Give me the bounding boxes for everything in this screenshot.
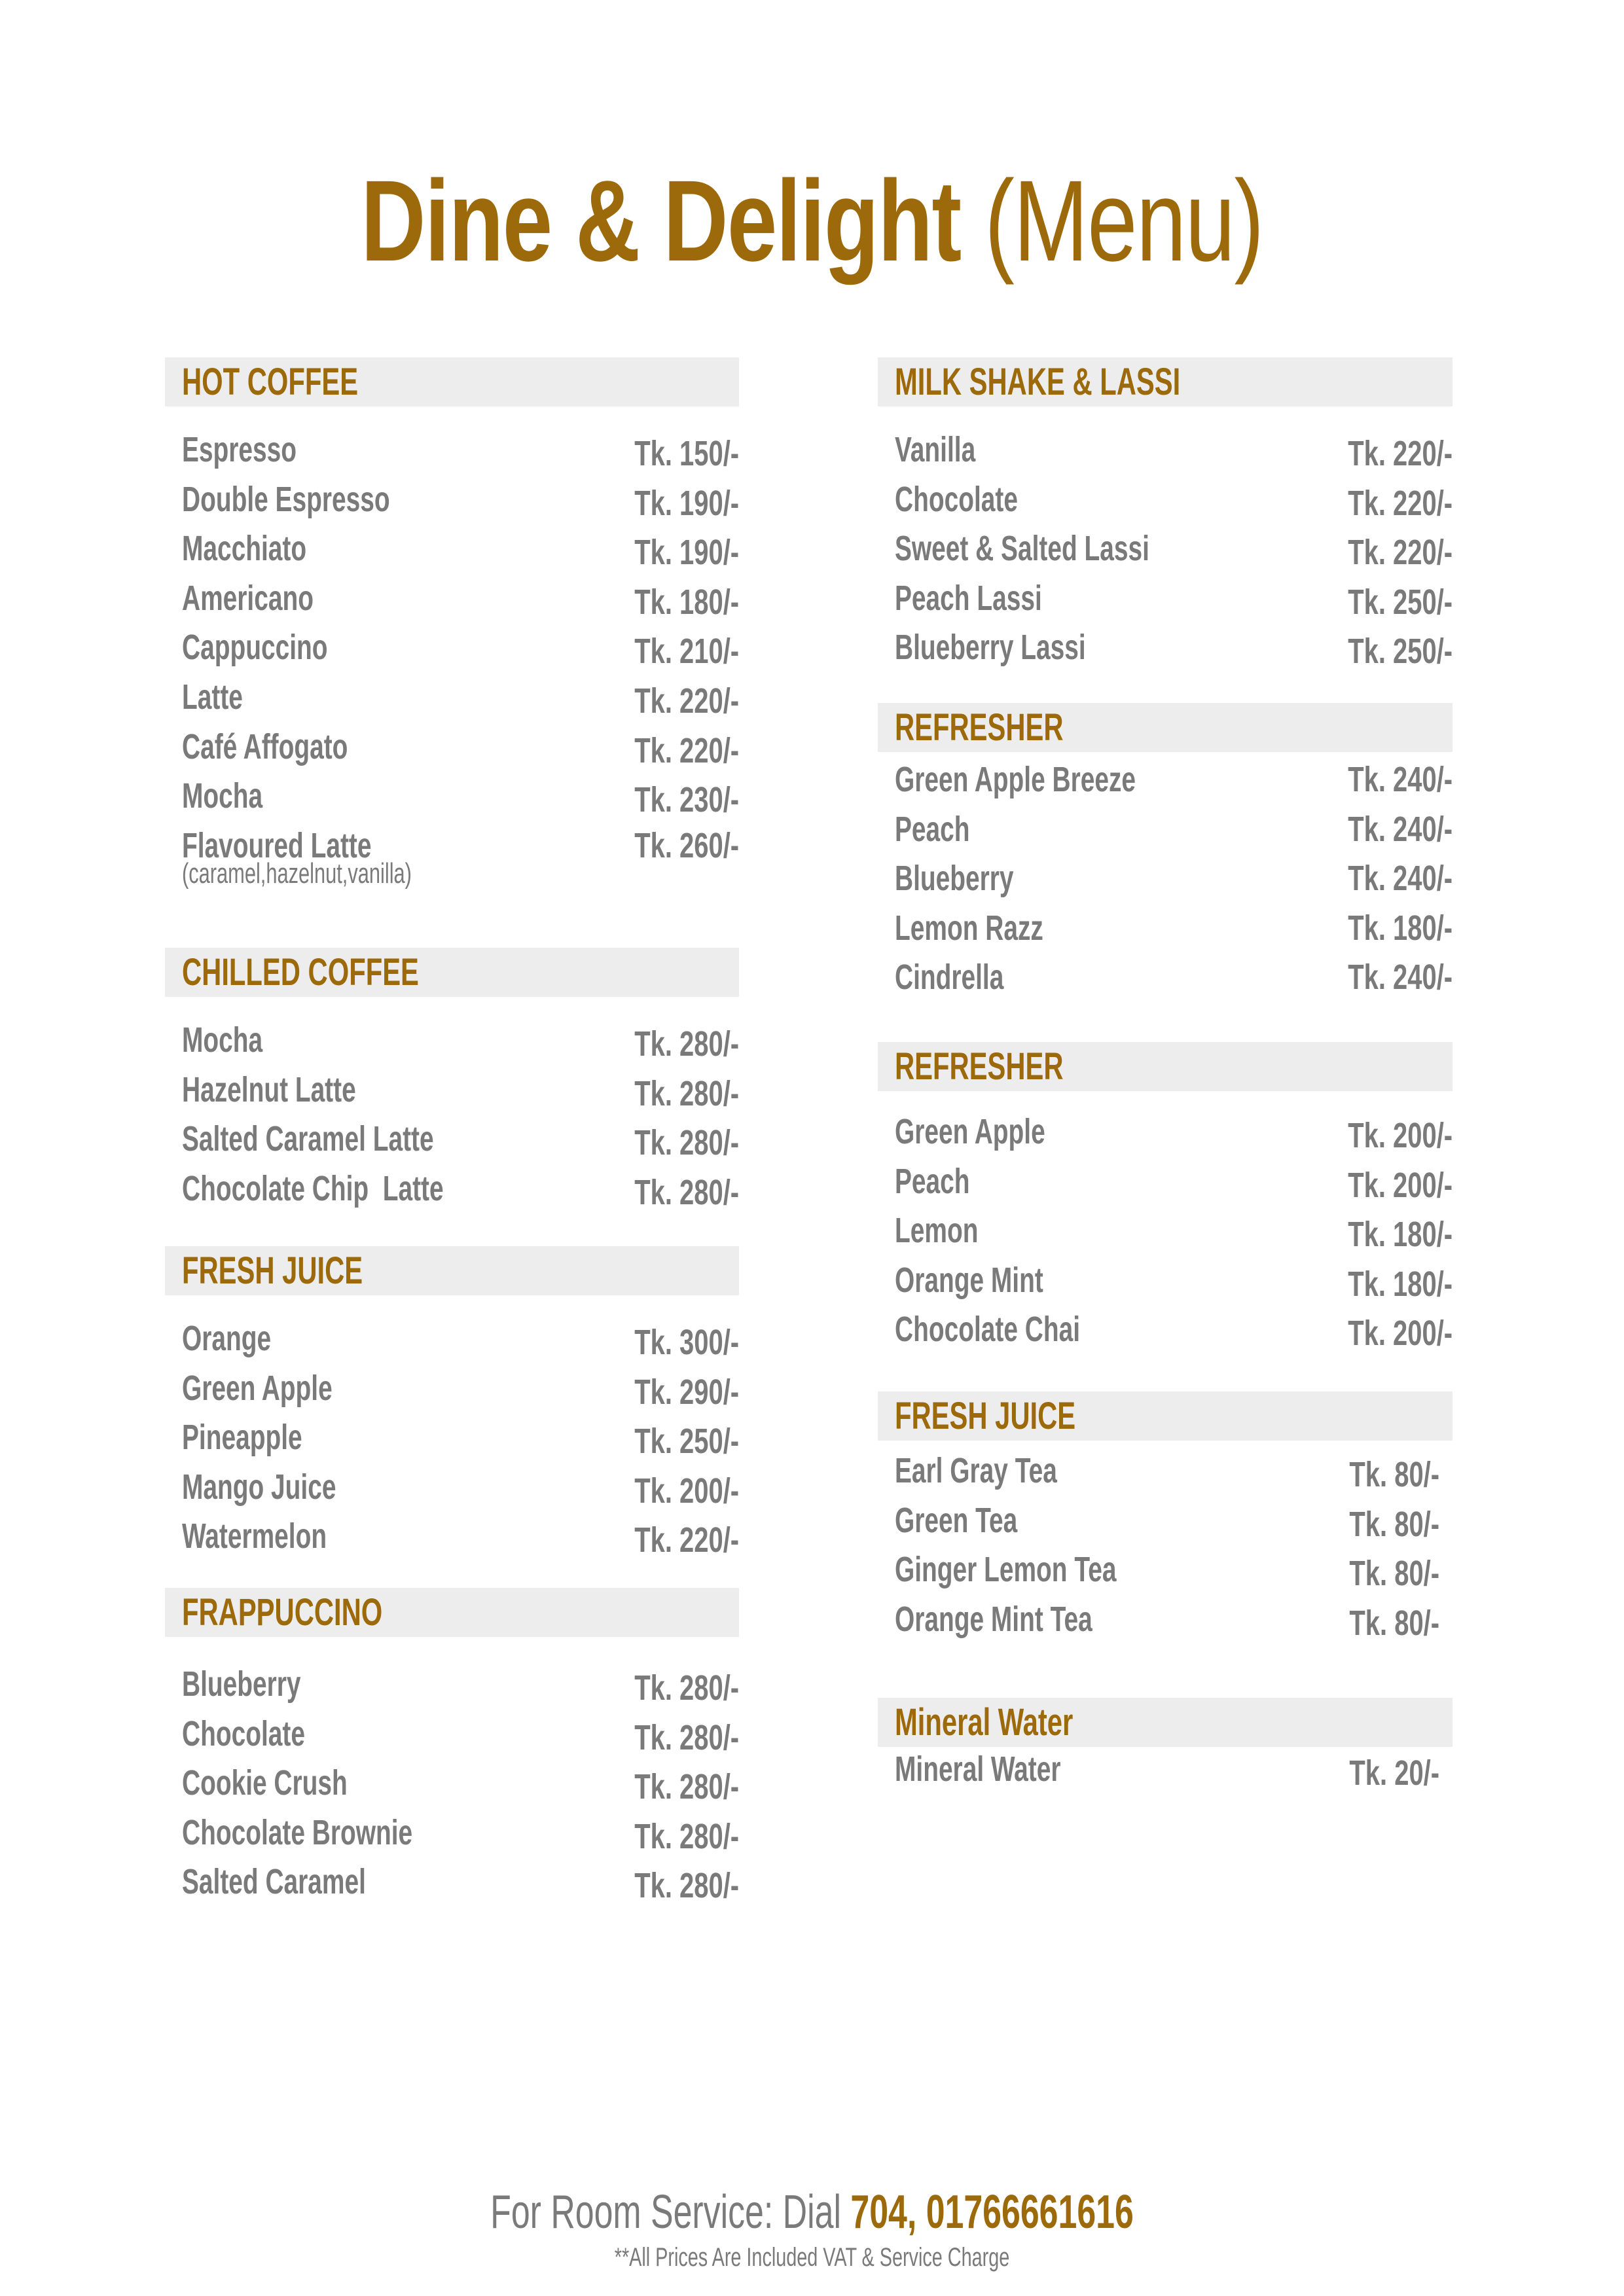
menu-item — [165, 528, 739, 577]
item-price: Tk. 280/- — [634, 1668, 739, 1708]
item-price: Tk. 240/- — [1348, 859, 1453, 899]
item-price: Tk. 220/- — [1348, 533, 1453, 573]
item-price: Tk. 290/- — [634, 1372, 739, 1412]
item-name: Sweet & Salted Lassi — [895, 529, 1149, 569]
menu-item — [165, 1515, 739, 1565]
item-price: Tk. 280/- — [634, 1024, 739, 1064]
item-price: Tk. 280/- — [634, 1816, 739, 1856]
item-price: Tk. 200/- — [1348, 1116, 1453, 1155]
menu-item — [165, 1416, 739, 1466]
item-name: Green Tea — [895, 1500, 1018, 1540]
item-name: Earl Gray Tea — [895, 1451, 1057, 1490]
item-name: Orange — [182, 1319, 272, 1358]
item-name: Lemon — [895, 1211, 979, 1251]
item-name: Peach Lassi — [895, 578, 1042, 618]
section-fresh-juice — [165, 1246, 739, 1565]
item-name: Chocolate — [182, 1713, 305, 1753]
item-name: Blueberry — [895, 859, 1014, 899]
item-name: Chocolate Chai — [895, 1310, 1081, 1350]
item-price: Tk. 250/- — [634, 1422, 739, 1462]
item-price: Tk. 80/- — [1349, 1554, 1439, 1594]
item-price: Tk. 200/- — [1348, 1314, 1453, 1354]
menu-item — [165, 1466, 739, 1516]
menu-item — [165, 577, 739, 627]
item-name: Hazelnut Latte — [182, 1069, 356, 1109]
item-name: Macchiato — [182, 529, 307, 569]
menu-item — [165, 626, 739, 676]
menu-item — [165, 1367, 739, 1417]
menu-item — [165, 775, 739, 825]
item-name: Cookie Crush — [182, 1763, 348, 1803]
menu-item — [878, 1259, 1453, 1309]
menu-item — [878, 1748, 1453, 1798]
item-name: Green Apple Breeze — [895, 760, 1136, 799]
item-name: Green Apple — [895, 1112, 1045, 1151]
menu-item — [878, 429, 1453, 478]
menu-item — [165, 429, 739, 478]
menu-item — [165, 1713, 739, 1763]
item-price: Tk. 80/- — [1349, 1603, 1439, 1643]
item-price: Tk. 150/- — [634, 434, 739, 473]
menu-title — [179, 149, 1445, 293]
item-name: Mocha — [182, 776, 263, 816]
item-price: Tk. 240/- — [1348, 958, 1453, 997]
item-name: Cappuccino — [182, 628, 328, 668]
item-price: Tk. 80/- — [1349, 1455, 1439, 1494]
item-price: Tk. 250/- — [1348, 632, 1453, 672]
item-price: Tk. 250/- — [1348, 582, 1453, 622]
menu-item — [165, 1168, 739, 1217]
item-name: Orange Mint — [895, 1260, 1043, 1300]
menu-item — [878, 1450, 1453, 1499]
item-name: Lemon Razz — [895, 908, 1043, 948]
item-name: Watermelon — [182, 1516, 327, 1556]
section-heading: FRAPPUCCINO — [182, 1591, 383, 1634]
section-hot-coffee — [165, 357, 739, 897]
menu-item — [165, 1663, 739, 1713]
menu-item — [165, 1762, 739, 1812]
menu-title-main: Dine & Delight — [361, 157, 961, 285]
menu-item — [165, 1118, 739, 1168]
item-name: Chocolate Chip Latte — [182, 1168, 444, 1208]
item-price: Tk. 190/- — [634, 483, 739, 523]
menu-item — [878, 577, 1453, 627]
section-header — [878, 1042, 1453, 1091]
item-name: Chocolate — [895, 479, 1018, 519]
item-name: Chocolate Brownie — [182, 1812, 413, 1852]
item-price: Tk. 280/- — [634, 1767, 739, 1807]
item-name: Ginger Lemon Tea — [895, 1550, 1117, 1590]
item-price: Tk. 180/- — [1348, 1215, 1453, 1255]
section-header — [878, 1698, 1453, 1747]
room-service-label: For Room Service: Dial — [490, 2186, 841, 2238]
menu-item — [878, 907, 1453, 957]
item-name: Blueberry — [182, 1664, 301, 1704]
menu-item — [165, 1812, 739, 1861]
menu-item — [878, 528, 1453, 577]
menu-item — [878, 1160, 1453, 1210]
menu-item — [165, 1861, 739, 1910]
section-milk-shake-lassi — [878, 357, 1453, 676]
section-heading: MILK SHAKE & LASSI — [895, 361, 1181, 403]
item-name: Double Espresso — [182, 479, 390, 519]
item-price: Tk. 220/- — [634, 1520, 739, 1560]
item-price: Tk. 280/- — [634, 1717, 739, 1757]
item-name: Vanilla — [895, 430, 976, 469]
item-price: Tk. 220/- — [1348, 483, 1453, 523]
section-heading: REFRESHER — [895, 1045, 1064, 1088]
item-name: Salted Caramel — [182, 1862, 366, 1902]
item-name: Mango Juice — [182, 1467, 336, 1507]
room-service-phone: 704, 01766661616 — [850, 2186, 1134, 2238]
item-price: Tk. 300/- — [634, 1323, 739, 1362]
menu-item — [165, 1318, 739, 1367]
item-price: Tk. 220/- — [634, 730, 739, 770]
menu-item — [878, 1499, 1453, 1549]
item-name: Peach — [895, 809, 970, 849]
price-note: **All Prices Are Included VAT & Service Charge — [614, 2243, 1010, 2272]
menu-item — [878, 1111, 1453, 1160]
item-name: Flavoured Latte — [182, 825, 372, 865]
section-heading: FRESH JUICE — [895, 1395, 1076, 1437]
item-price: Tk. 260/- — [634, 825, 739, 865]
item-name: Green Apple — [182, 1368, 333, 1408]
menu-item — [878, 1549, 1453, 1598]
item-name: Mocha — [182, 1020, 263, 1060]
menu-item — [165, 1019, 739, 1069]
section-header — [165, 1588, 739, 1637]
item-price: Tk. 180/- — [1348, 1264, 1453, 1304]
section-heading: CHILLED COFFEE — [182, 951, 419, 994]
section-heading: REFRESHER — [895, 706, 1064, 749]
section-fresh-juice-teas — [878, 1391, 1453, 1647]
item-name: Americano — [182, 578, 314, 618]
menu-item — [878, 1308, 1453, 1358]
item-price: Tk. 190/- — [634, 533, 739, 573]
section-header — [878, 1391, 1453, 1441]
section-header — [165, 948, 739, 997]
section-heading: HOT COFFEE — [182, 361, 359, 403]
menu-item — [878, 626, 1453, 676]
item-name: Cindrella — [895, 958, 1004, 997]
menu-item — [165, 676, 739, 726]
menu-title-suffix: (Menu) — [984, 157, 1263, 285]
section-heading: Mineral Water — [895, 1701, 1074, 1744]
item-name: Pineapple — [182, 1418, 302, 1458]
item-price: Tk. 220/- — [1348, 434, 1453, 473]
section-mineral-water — [878, 1698, 1453, 1798]
item-price: Tk. 240/- — [1348, 760, 1453, 799]
section-refresher-1 — [878, 703, 1453, 1006]
item-price: Tk. 200/- — [1348, 1165, 1453, 1205]
section-heading: FRESH JUICE — [182, 1249, 363, 1292]
section-header — [878, 357, 1453, 406]
item-price: Tk. 240/- — [1348, 809, 1453, 849]
item-price: Tk. 280/- — [634, 1866, 739, 1906]
menu-item — [165, 478, 739, 528]
menu-item — [165, 825, 739, 897]
menu-item — [878, 808, 1453, 858]
menu-item — [165, 726, 739, 776]
item-price: Tk. 210/- — [634, 632, 739, 672]
section-refresher-2 — [878, 1042, 1453, 1358]
item-price: Tk. 280/- — [634, 1073, 739, 1113]
section-frappuccino — [165, 1588, 739, 1910]
item-name: Café Affogato — [182, 726, 348, 766]
menu-item — [878, 956, 1453, 1006]
item-name: Espresso — [182, 430, 297, 469]
menu-item — [878, 478, 1453, 528]
item-price: Tk. 180/- — [1348, 908, 1453, 948]
menu-item — [878, 1598, 1453, 1648]
menu-item — [878, 857, 1453, 907]
item-price: Tk. 280/- — [634, 1123, 739, 1163]
item-price: Tk. 220/- — [634, 681, 739, 721]
section-header — [165, 357, 739, 406]
section-chilled-coffee — [165, 948, 739, 1217]
item-price: Tk. 200/- — [634, 1471, 739, 1511]
section-header — [165, 1246, 739, 1295]
item-price: Tk. 20/- — [1349, 1753, 1439, 1793]
section-header — [878, 703, 1453, 752]
item-name: Mineral Water — [895, 1749, 1061, 1789]
item-name: Blueberry Lassi — [895, 628, 1086, 668]
menu-item — [165, 1069, 739, 1119]
item-name: Salted Caramel Latte — [182, 1119, 434, 1159]
room-service-line — [227, 2186, 1396, 2238]
menu-item — [878, 1210, 1453, 1259]
item-name: Peach — [895, 1161, 970, 1201]
item-price: Tk. 230/- — [634, 780, 739, 820]
item-note: (caramel,hazelnut,vanilla) — [182, 857, 412, 889]
item-name: Orange Mint Tea — [895, 1599, 1092, 1639]
item-price: Tk. 180/- — [634, 582, 739, 622]
menu-item — [878, 759, 1453, 808]
item-name: Latte — [182, 677, 243, 717]
item-price: Tk. 280/- — [634, 1172, 739, 1212]
item-price: Tk. 80/- — [1349, 1504, 1439, 1544]
